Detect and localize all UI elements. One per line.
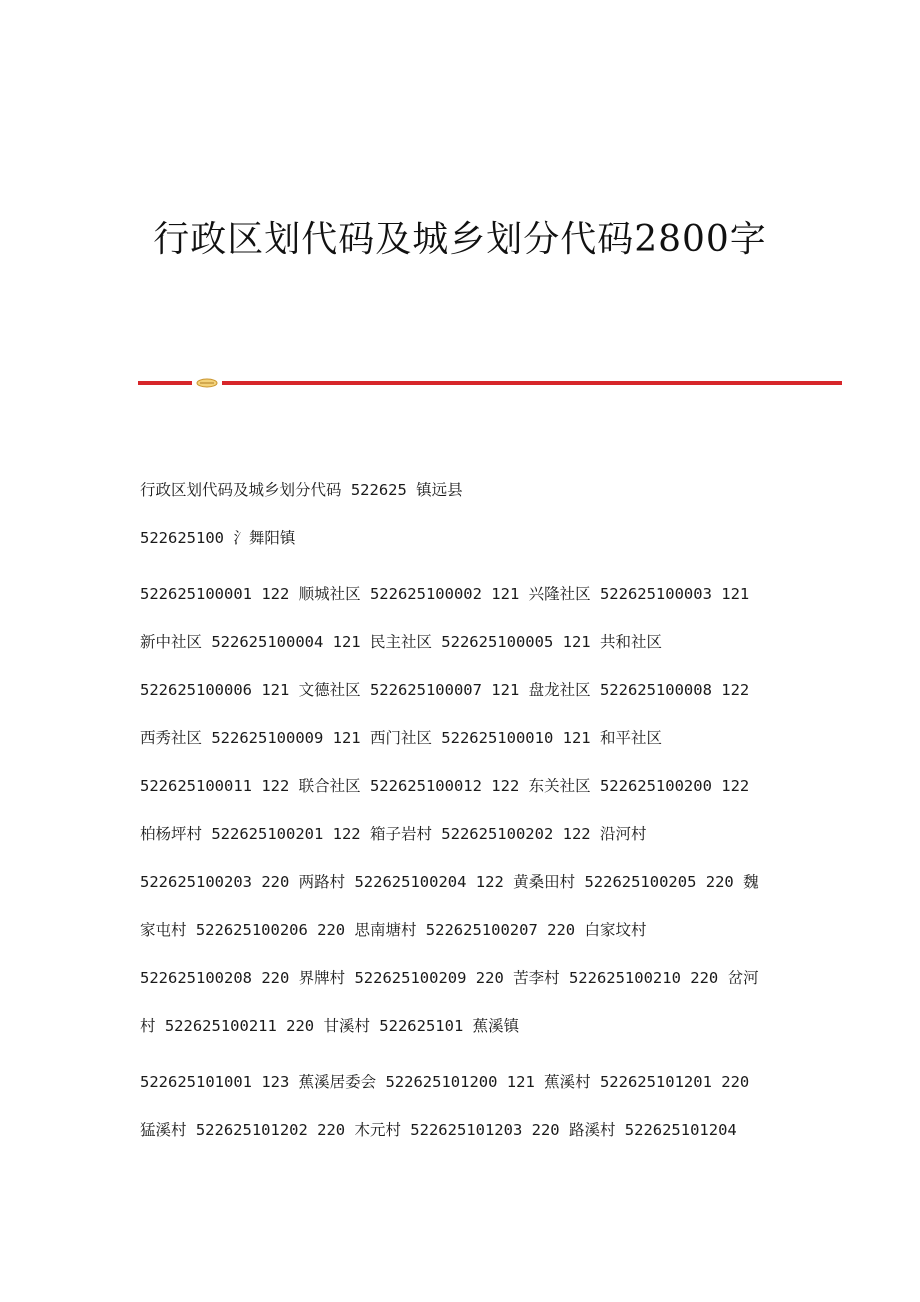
body-line: 522625100203 220 两路村 522625100204 122 黄桑田村 522625100205 220 魏	[140, 873, 759, 891]
body-line: 村 522625100211 220 甘溪村 522625101 蕉溪镇	[140, 1017, 520, 1035]
body-line: 家屯村 522625100206 220 思南塘村 522625100207 220 白家坟村	[140, 921, 647, 939]
body-line: 522625100006 121 文德社区 522625100007 121 盘龙社区 522625100008 122	[140, 681, 750, 699]
body-line-intro: 行政区划代码及城乡划分代码 522625 镇远县	[140, 481, 463, 499]
body-line-town: 522625100 氵舞阳镇	[140, 529, 296, 547]
page-title: 行政区划代码及城乡划分代码2800字	[153, 219, 767, 260]
ornament-icon	[196, 378, 218, 388]
body-line: 柏杨坪村 522625100201 122 箱子岩村 522625100202 122 沿河村	[140, 825, 647, 843]
divider-bar-right	[222, 381, 842, 385]
body-line: 522625100208 220 界牌村 522625100209 220 苦李村 522625100210 220 岔河	[140, 969, 759, 987]
body-line: 522625101001 123 蕉溪居委会 522625101200 121 蕉溪村 522625101201 220	[140, 1073, 750, 1091]
title-divider	[138, 378, 842, 390]
divider-bar-left	[138, 381, 192, 385]
body-line: 522625100001 122 顺城社区 522625100002 121 兴隆社区 522625100003 121	[140, 585, 750, 603]
body-line: 西秀社区 522625100009 121 西门社区 522625100010 121 和平社区	[140, 729, 662, 747]
body-line: 522625100011 122 联合社区 522625100012 122 东关社区 522625100200 122	[140, 777, 750, 795]
body-line: 新中社区 522625100004 121 民主社区 522625100005 121 共和社区	[140, 633, 662, 651]
document-body	[140, 466, 820, 1154]
body-line: 猛溪村 522625101202 220 木元村 522625101203 220 路溪村 522625101204	[140, 1121, 737, 1139]
